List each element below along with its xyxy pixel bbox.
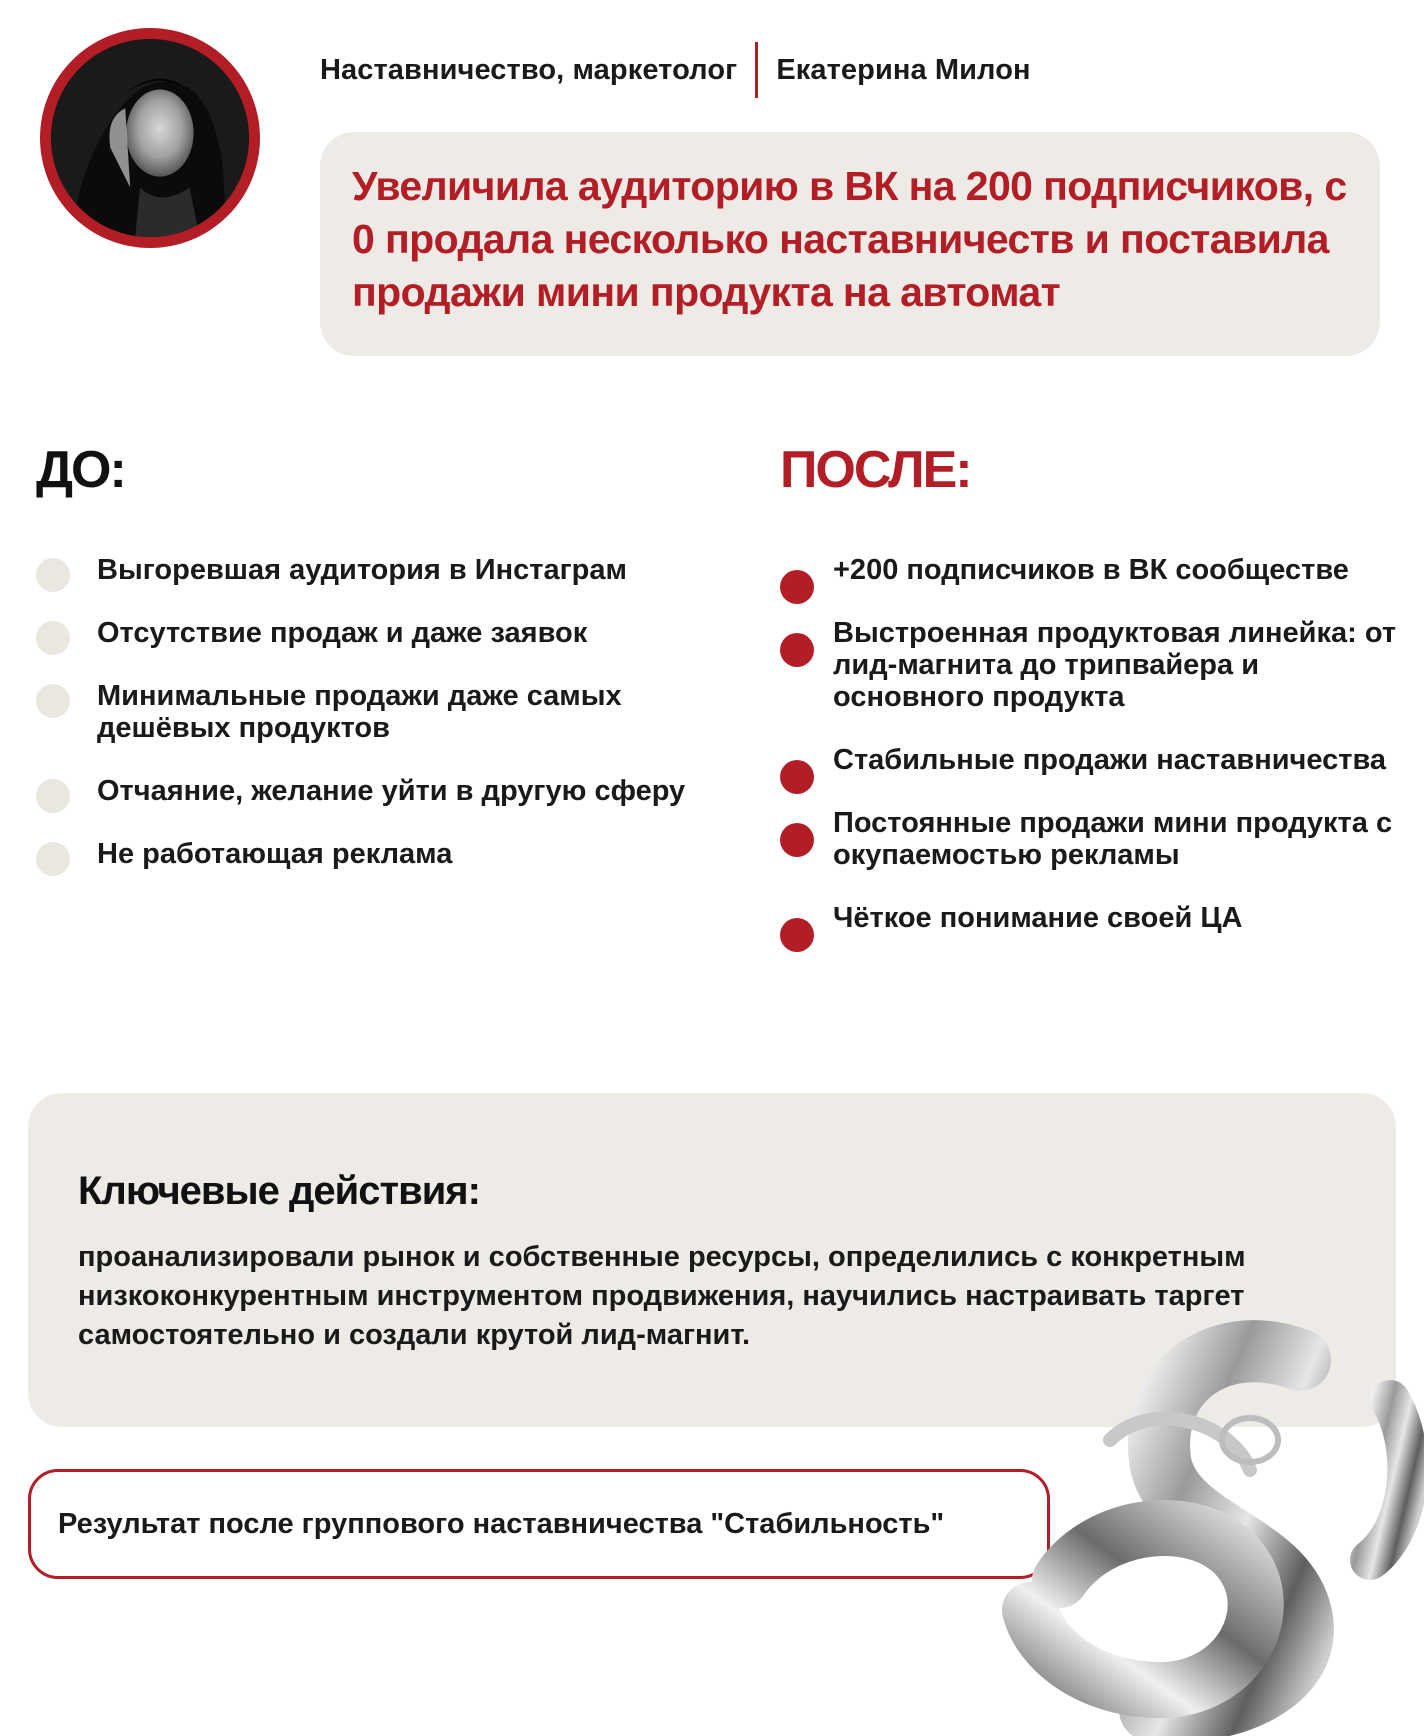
author-role: Наставничество, маркетолог <box>320 53 738 86</box>
list-item: Стабильные продажи наставничества <box>780 744 1400 776</box>
header-line <box>320 44 1031 96</box>
list-item: Выгоревшая аудитория в Инстаграм <box>36 554 716 586</box>
bullet-icon <box>780 918 814 952</box>
list-item: Отсутствие продаж и даже заявок <box>36 617 716 649</box>
list-item: +200 подписчиков в ВК сообществе <box>780 554 1400 586</box>
before-title: ДО: <box>36 441 125 499</box>
portrait-image <box>51 39 249 237</box>
list-item: Не работающая реклама <box>36 838 716 870</box>
author-avatar <box>40 28 260 248</box>
list-item: Отчаяние, желание уйти в другую сферу <box>36 775 716 807</box>
bullet-icon <box>780 633 814 667</box>
list-item: Выстроенная продуктовая линейка: от лид-магнита до трипвайера и основного продукта <box>780 617 1400 713</box>
after-title: ПОСЛЕ: <box>780 441 971 499</box>
bullet-icon <box>780 760 814 794</box>
author-photo <box>51 39 249 237</box>
bullet-icon <box>780 823 814 857</box>
bullet-icon <box>36 684 70 718</box>
author-name: Екатерина Милон <box>776 53 1031 86</box>
bullet-icon <box>780 570 814 604</box>
list-item: Чёткое понимание своей ЦА <box>780 902 1400 934</box>
bullet-icon <box>36 558 70 592</box>
result-label: Результат после группового наставничества "Стабильность" <box>28 1469 1050 1579</box>
key-actions-title: Ключевые действия: <box>78 1169 480 1213</box>
list-item: Минимальные продажи даже самых дешёвых продуктов <box>36 680 716 744</box>
header-divider <box>755 42 758 98</box>
bullet-icon <box>36 621 70 655</box>
bullet-icon <box>36 779 70 813</box>
list-item: Постоянные продажи мини продукта с окупаемостью рекламы <box>780 807 1400 871</box>
bullet-icon <box>36 842 70 876</box>
headline-panel <box>320 132 1380 356</box>
after-list <box>780 554 1400 965</box>
key-actions-text: проанализировали рынок и собственные ресурсы, определились с конкретным низкоконкурентным инструментом продвижения, научились настраивать таргет самостоятельно и создали крутой лид-магнит. <box>78 1241 1246 1351</box>
headline-text: Увеличила аудиторию в ВК на 200 подписчиков, с 0 продала несколько наставничеств и поставила продажи мини продукта на автомат <box>352 163 1347 315</box>
metallic-sculpture-icon <box>1000 1290 1424 1736</box>
before-list <box>36 554 716 901</box>
